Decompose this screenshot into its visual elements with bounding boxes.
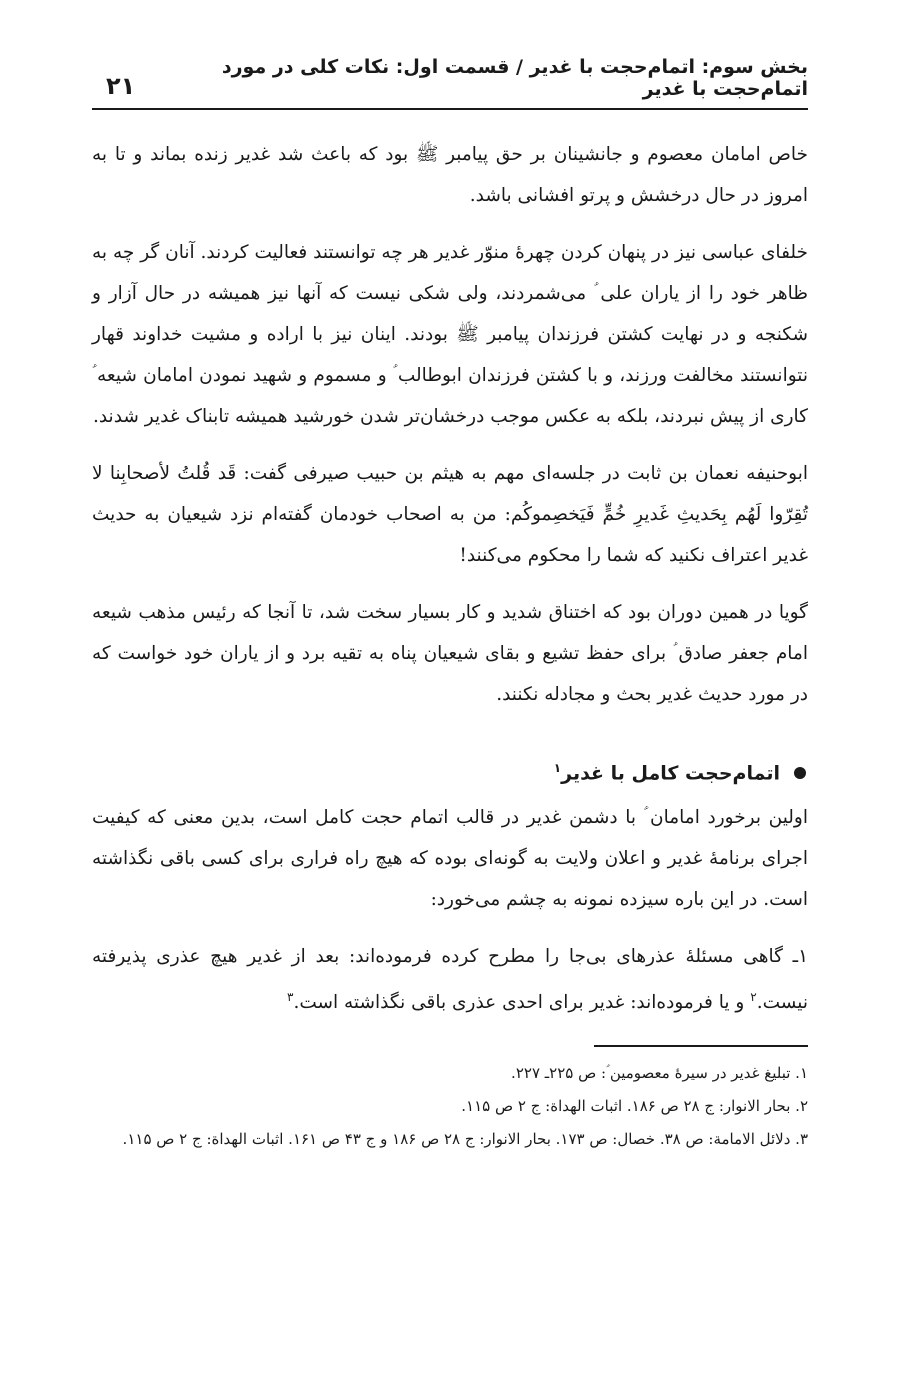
heading-footnote-ref[interactable]: ۱ (553, 761, 562, 776)
paragraph-3: ابوحنیفه نعمان بن ثابت در جلسه‌ای مهم به هیثم بن حبیب صیرفی گفت: قَد قُلتُ لأصحابِنا لا تُقِرّوا لَهُم بِحَدیثِ غَدیرِ خُمٍّ فَیَخصِموکُم: من به اصحاب خودمان گفته‌ام نزد شیعیان به حدیث غدیر اعتراف نکنید که شما را محکوم می‌کنند! (92, 463, 808, 566)
list-item-1 (92, 936, 808, 1023)
section-heading (92, 753, 808, 793)
section-heading-label: اتمام‌حجت کامل با غدیر (561, 762, 780, 785)
bullet-icon (794, 767, 806, 779)
running-header (92, 56, 808, 110)
page-body (92, 134, 808, 1156)
footnote-ref-2[interactable]: ۲ (750, 990, 757, 1004)
book-page (92, 56, 808, 1156)
item1-text-part1: ۱ـ گاهی مسئلهٔ عذرهای بی‌جا را مطرح کرده فرموده‌اند: بعد از غدیر هیچ عذری پذیرفته نیست. (92, 946, 808, 1014)
footnote-1: ۱. تبلیغ غدیر در سیرهٔ معصومین ؑ: ص ۲۲۵ـ ۲۲۷. (511, 1064, 808, 1083)
paragraph-2: خلفای عباسی نیز در پنهان کردن چهرهٔ منوّر غدیر هر چه توانستند فعالیت کردند. آنان گر چه به ظاهر خود را از یاران علی ؑ می‌شمردند، ولی شکی نیست که آنها نیز همیشه در حال آزار و شکنجه و در نهایت کشتن فرزندان پیامبر ﷺ بودند. اینان نیز با اراده و مشیت خداوند قهار نتوانستند مخالفت ورزند، و با کشتن فرزندان ابوطالب ؑ و مسموم و شهید نمودن امامان شیعه ؑ کاری از پیش نبردند، بلکه به عکس موجب درخشان‌تر شدن خورشید همیشه تابناک غدیر شدند. (92, 242, 808, 427)
footnotes (92, 1057, 808, 1156)
section-intro: اولین برخورد امامان ؑ با دشمن غدیر در قالب اتمام حجت کامل است، بدین معنی که کیفیت اجرای برنامهٔ غدیر و اعلان ولایت به گونه‌ای بوده که هیچ راه فراری برای کسی باقی نگذاشته است. در این باره سیزده نمونه به چشم می‌خورد: (92, 807, 808, 910)
item1-text-part2: و یا فرموده‌اند: غدیر برای احدی عذری باقی نگذاشته است. (293, 992, 751, 1014)
footnote-3: ۳. دلائل الامامة: ص ۳۸. خصال: ص ۱۷۳. بحار الانوار: ج ۲۸ ص ۱۸۶ و ج ۴۳ ص ۱۶۱. اثبات الهداة: ج ۲ ص ۱۱۵. (122, 1130, 808, 1149)
section-heading-text (554, 761, 780, 784)
paragraph-4: گویا در همین دوران بود که اختناق شدید و کار بسیار سخت شد، تا آنجا که رئیس مذهب شیعه امام جعفر صادق ؑ برای حفظ تشیع و بقای شیعیان پناه به تقیه برد و از یاران خود خواست که در مورد حدیث غدیر بحث و مجادله نکنند. (92, 602, 808, 705)
page-number: ۲۱ (106, 72, 136, 100)
footnote-divider (594, 1045, 808, 1047)
paragraph-1: خاص امامان معصوم و جانشینان بر حق پیامبر ﷺ بود که باعث شد غدیر زنده بماند و تا به امروز در حال درخشش و پرتو افشانی باشد. (92, 144, 808, 206)
header-title: بخش سوم: اتمام‌حجت با غدیر / قسمت اول: نکات کلی در مورد اتمام‌حجت با غدیر (221, 56, 808, 100)
footnote-ref-3[interactable]: ۳ (286, 990, 294, 1004)
footnote-2: ۲. بحار الانوار: ج ۲۸ ص ۱۸۶. اثبات الهداة: ج ۲ ص ۱۱۵. (461, 1097, 808, 1116)
